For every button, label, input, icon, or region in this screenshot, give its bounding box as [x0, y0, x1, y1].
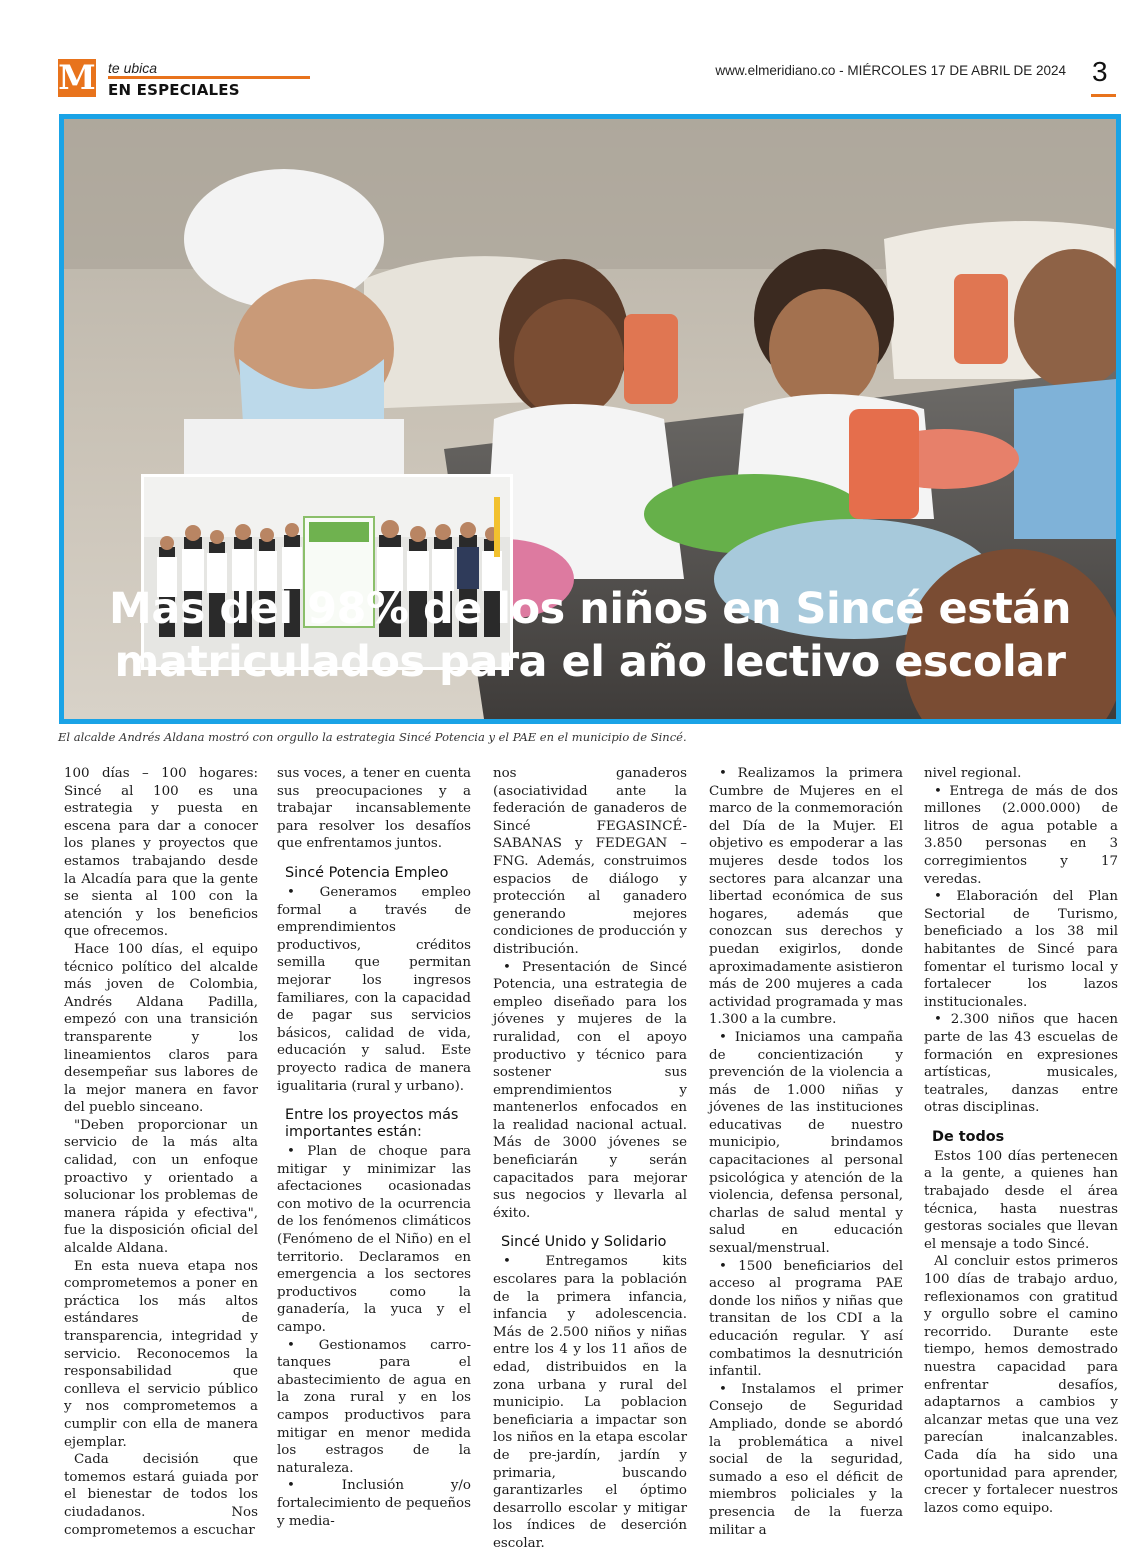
paragraph: • Entrega de más de dos millones (2.000.000) de litros de agua potable a 3.850 personas en 3 corregimientos y 17 veredas. [924, 783, 1118, 887]
paragraph: • Inclusión y/o fortalecimiento de pequeños y media- [277, 1478, 471, 1529]
subheading-proyectos: Entre los proyectos más importantes están: [285, 1107, 459, 1141]
headline-line-2: matriculados para el año lectivo escolar [114, 637, 1066, 687]
paragraph: • 2.300 niños que hacen parte de las 43 escuelas de formación en expresiones artísticas, musicales, teatrales, danzas entre otras disciplinas. [924, 1012, 1118, 1116]
subheading-de-todos: De todos [932, 1128, 1005, 1145]
subheading-empleo: Sincé Potencia Empleo [285, 864, 449, 881]
paragraph: nos ganaderos (asociatividad ante la federación de ganaderos de Sincé FEGASINCÉ-SABANAS y FEDEGAN – FNG. Además, construimos espacios de diálogo y protección al ganadero generando mejores condiciones de producción y distribución. [493, 766, 687, 957]
section-title: EN ESPECIALES [108, 81, 240, 99]
paragraph: "Deben proporcionar un servicio de la más alta calidad, con un enfoque proactivo y orientado a solucionar los problemas de manera rápida y efectiva", fue la disposición oficial del alcalde Aldana. [64, 1117, 258, 1257]
paragraph: • Presentación de Sincé Potencia, una estrategia de empleo diseñado para los jóvenes y mujeres de la ruralidad, con el apoyo productivo y técnico para sostener sus emprendimientos y mantenerlos enfocados en la realidad nacional actual. Más de 3000 jóvenes se beneficiarán y serán capacitados para mejorar sus negocios y llevarla al éxito. [493, 959, 687, 1221]
paragraph: Cada decisión que tomemos estará guiada por el bienestar de todos los ciudadanos. Nos comprometemos a escuchar [64, 1452, 258, 1538]
photo-caption: El alcalde Andrés Aldana mostró con orgullo la estrategia Sincé Potencia y el PAE en el municipio de Sincé. [58, 730, 687, 744]
paragraph: • Instalamos el primer Consejo de Seguridad Ampliado, donde se abordó la problemática a nivel social de la seguridad, sumado a eso el déficit de miembros policiales y la presencia de la fuerza militar a [709, 1381, 903, 1538]
header-rule [108, 76, 310, 79]
hero-photo [59, 114, 1121, 724]
paragraph: Hace 100 días, el equipo técnico político del alcalde más joven de Colombia, Andrés Aldana Padilla, empezó con una transición transparente y los lineamientos claros para desempeñar sus labores de la mejor manera en favor del pueblo sinceano. [64, 941, 258, 1116]
dateline: www.elmeridiano.co - MIÉRCOLES 17 DE ABRIL DE 2024 [715, 63, 1066, 78]
paragraph: 100 días – 100 hogares: Sincé al 100 es una estrategia y puesta en escena para dar a conocer los planes y proyectos que estamos trabajando desde la Alcadía para que la gente se sienta al 100 con la atención y los beneficios que ofrecemos. [64, 766, 258, 940]
paragraph: • Iniciamos una campaña de concientización y prevención de la violencia a más de 1.000 niñas y jóvenes de las instituciones educativas de nuestro municipio, brindamos capacitaciones al personal psicológica y atención de la violencia, defensa personal, charlas de salud mental y salud en educación sexual/menstrual. [709, 1029, 903, 1257]
paragraph: • Generamos empleo formal a través de emprendimientos productivos, créditos semilla que permitan mejorar los ingresos familiares, con la capacidad de pagar sus servicios básicos, calidad de vida, educación y salud. Este proyecto radica de manera igualitaria (rural y urbano). [277, 884, 471, 1094]
paragraph: • Entregamos kits escolares para la población de la primera infancia, infancia y adolescencia. Más de 2.500 niños y niñas entre los 4 y los 11 años de edad, distribuidos en la zona urbana y rural del municipio. La poblacion beneficiaria a impactar son los niños en la etapa escolar de pre-jardín, jardín y primaria, buscando garantizarles el óptimo desarrollo escolar y mitigar los índices de deserción escolar. [493, 1254, 687, 1551]
paragraph: En esta nueva etapa nos comprometemos a poner en práctica los más altos estándares de transparencia, integridad y servicio. Reconocemos la responsabilidad que conlleva el servicio público y nos comprometemos a cumplir con ella de manera ejemplar. [64, 1258, 258, 1450]
paragraph: • 1500 beneficiarios del acceso al programa PAE donde los niños y niñas que transitan de los CDI a la educación regular. Y así combatimos la desnutrición infantil. [709, 1258, 903, 1380]
article-column-5 [924, 765, 1118, 1517]
article-column-3 [493, 765, 687, 1553]
page-number-rule [1091, 94, 1116, 97]
paragraph: Estos 100 días pertenecen a la gente, a quienes han trabajado desde el área técnica, hasta nuestras gestoras sociales que llevan el mensaje a todo Sincé. [924, 1148, 1118, 1252]
headline-line-1: Más del 98% de los niños en Sincé están [109, 584, 1071, 634]
page-number: 3 [1092, 56, 1108, 87]
paragraph: • Elaboración del Plan Sectorial de Turismo, beneficiado a los 38 mil habitantes de Sincé para fomentar el turismo local y fortalecer los lazos institucionales. [924, 889, 1118, 1010]
article-column-4 [709, 765, 903, 1539]
paragraph: Al concluir estos primeros 100 días de trabajo arduo, reflexionamos con gratitud y orgullo sobre el camino recorrido. Durante este tiempo, hemos demostrado nuestra capacidad para enfrentar desafíos, adaptarnos a cambios y alcanzar metas que una vez parecían inalcanzables. Cada día ha sido una oportunidad para aprender, crecer y fortalecer nuestros lazos como equipo. [924, 1254, 1118, 1516]
newspaper-logo: M [58, 58, 96, 98]
article-column-2 [277, 765, 471, 1530]
paragraph: sus voces, a tener en cuenta sus preocupaciones y a trabajar incansablemente para resolver los desafíos que enfrentamos juntos. [277, 766, 471, 852]
paragraph: • Gestionamos carro-tanques para el abastecimiento de agua en la zona rural y en los campos productivos para mitigar en menor medida los estragos de la naturaleza. [277, 1337, 471, 1476]
paragraph: • Plan de choque para mitigar y minimizar las afectaciones ocasionadas con motivo de la ocurrencia de los fenómenos climáticos (Fenómeno de el Niño) en el territorio. Declaramos en emergencia a los sectores productivos como la ganadería, la yuca y el campo. [277, 1144, 471, 1336]
subheading-unido: Sincé Unido y Solidario [501, 1234, 667, 1251]
headline [59, 583, 1121, 689]
article-column-1 [64, 765, 258, 1539]
paragraph: • Realizamos la primera Cumbre de Mujeres en el marco de la conmemoración del Día de la Mujer. El objetivo es empoderar a las mujeres desde todos los sectores para alcanzar una libertad económica de sus hogares, además que conozcan sus derechos y puedan exigirlos, donde aproximadamente asistieron más de 200 mujeres a cada actividad programada y mas 1.300 a la cumbre. [709, 766, 903, 1028]
paragraph: nivel regional. [924, 766, 1022, 781]
section-kicker: te ubica [108, 60, 158, 76]
